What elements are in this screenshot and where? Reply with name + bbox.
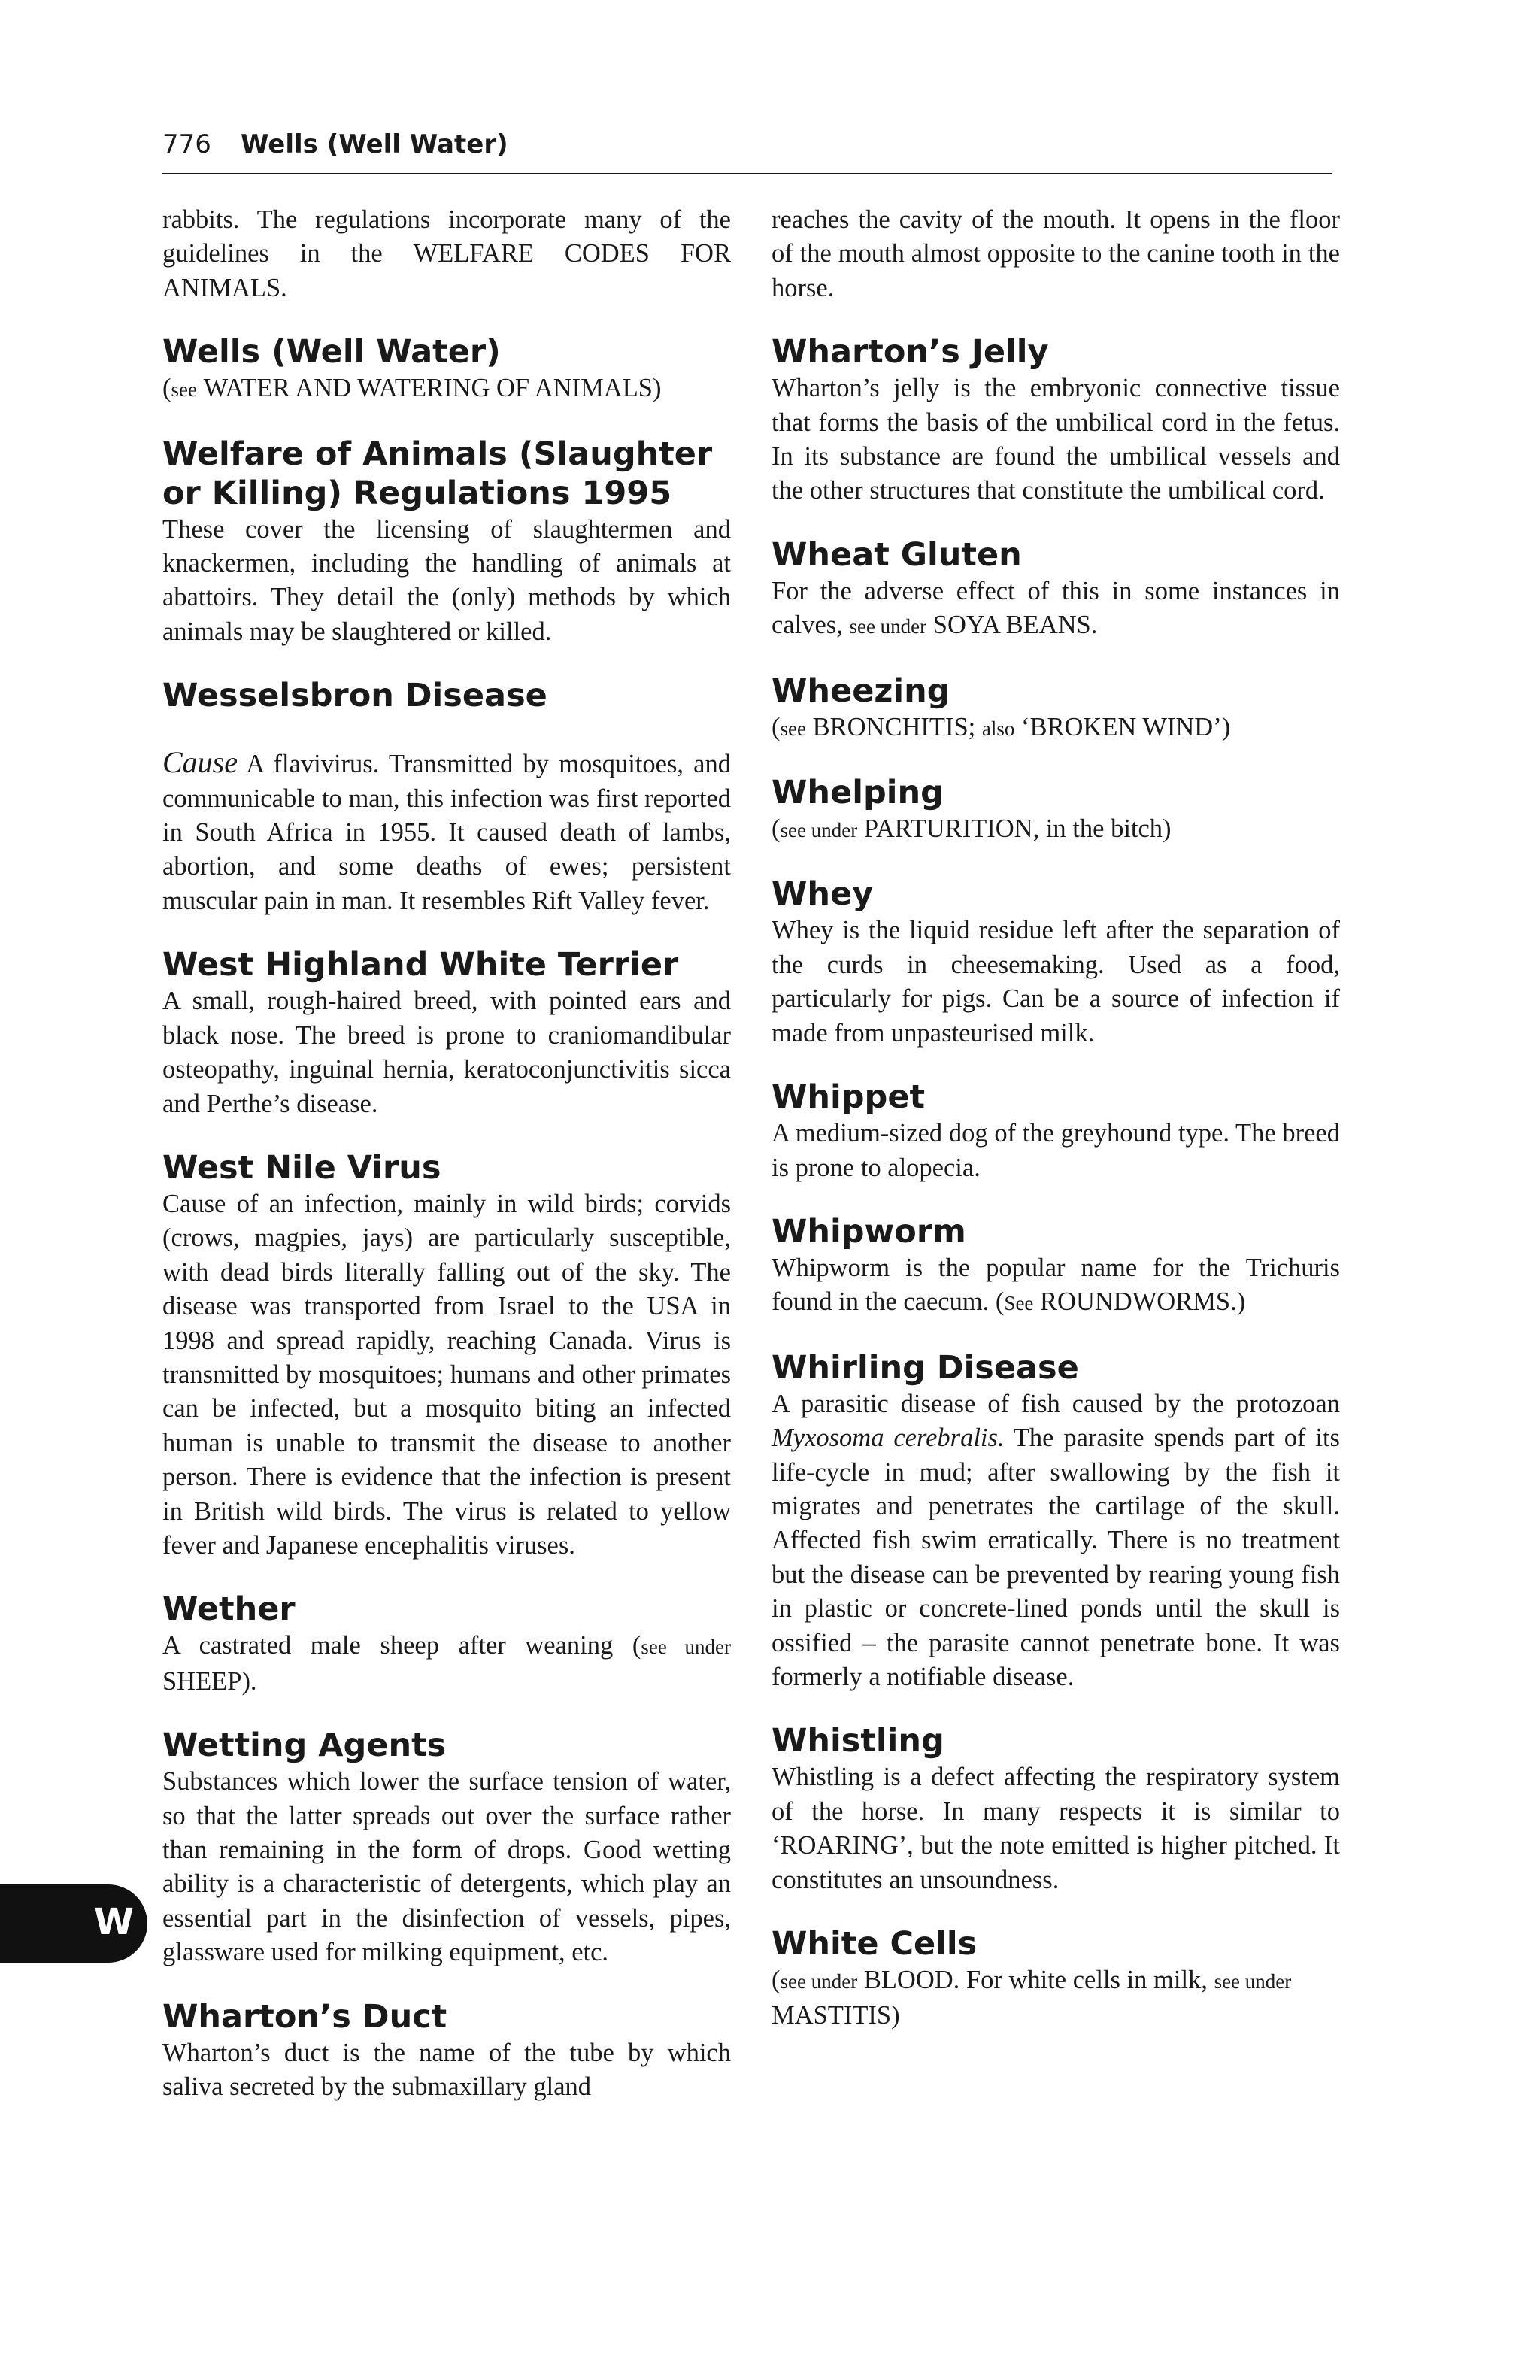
entry-wells (162, 332, 731, 407)
entry-body: A castrated male sheep after weaning (see under SHEEP). (162, 1631, 731, 1696)
entry-body: A small, rough-haired breed, with pointed ears and black nose. The breed is prone to craniomandibular osteopathy, inguinal hernia, keratoconjunctivitis sicca and Perthe’s disease. (162, 987, 731, 1118)
entry-west-nile-virus (162, 1148, 731, 1563)
entry-heading: Wetting Agents (162, 1727, 447, 1765)
entry-heading: Whipworm (772, 1212, 966, 1251)
entry-wesselsbron (162, 676, 731, 918)
page-number: 776 (162, 129, 211, 159)
cause-label: Cause (162, 745, 238, 780)
entry-body: Cause of an infection, mainly in wild birds; corvids (crows, magpies, jays) are particularly susceptible, with dead birds literally falling out of the sky. The disease was transported from Israel to the USA in 1998 and spread rapidly, reaching Canada. Virus is transmitted by mosquitoes; humans and other primates can be infected, but a mosquito biting an infected human is unable to transmit the disease to another person. There is evidence that the infection is present in British wild birds. The virus is related to yellow fever and Japanese encephalitis viruses. (162, 1189, 731, 1560)
entry-body: (see BRONCHITIS; also ‘BROKEN WIND’) (772, 712, 1231, 741)
entry-body: A parasitic disease of fish caused by the protozoan Myxosoma cerebralis. The parasite spends part of its life-cycle in mud; after swallowing by the fish it migrates and penetrates the cartilage of the skull. Affected fish swim erratically. There is no treatment but the disease can be prevented by rearing young fish in plastic or concrete-lined ponds until the skull is ossified – the parasite cannot penetrate bone. It was formerly a notifiable disease. (772, 1389, 1340, 1691)
thumb-index-tab (0, 1884, 147, 1963)
entry-whirling-disease (772, 1348, 1340, 1695)
entry-body: (see under PARTURITION, in the bitch) (772, 814, 1172, 844)
entry-heading: Wether (162, 1590, 296, 1629)
entry-heading: West Nile Virus (162, 1148, 441, 1187)
entry-body: (see WATER AND WATERING OF ANIMALS) (162, 374, 662, 403)
entry-whartons-duct (162, 1997, 731, 2105)
entry-whipworm (772, 1212, 1340, 1321)
entry-body: Wharton’s jelly is the embryonic connective tissue that forms the basis of the umbilical cord in the fetus. In its substance are found the umbilical vessels and the other structures that constitute the umbilical cord. (772, 374, 1340, 505)
entry-wheat-gluten (772, 535, 1340, 644)
entry-whelping (772, 773, 1340, 847)
entry-wetting-agents (162, 1726, 731, 1969)
species-name: Myxosoma cerebralis. (772, 1423, 1005, 1453)
entry-body: (see under BLOOD. For white cells in milk, see under MASTITIS) (772, 1966, 1292, 2030)
entry-body: Substances which lower the surface tension of water, so that the latter spreads out over the surface rather than remaining in the form of drops. Good wetting ability is a characteristic of detergents, which play an essential part in the disinfection of vessels, pipes, glassware used for milking equipment, etc. (162, 1767, 731, 1967)
entry-heading: Wharton’s Duct (162, 1997, 447, 2036)
running-title: Wells (Well Water) (241, 129, 508, 159)
entry-body: A medium-sized dog of the greyhound type. The breed is prone to alopecia. (772, 1119, 1340, 1182)
entry-whey (772, 875, 1340, 1051)
entry-whippet (772, 1078, 1340, 1185)
entry-body: These cover the licensing of slaughtermen and knackermen, including the handling of animals at abattoirs. They detail the (only) methods by which animals may be slaughtered or killed. (162, 514, 731, 646)
entry-heading: Wesselsbron Disease (162, 677, 547, 715)
entry-duct-continuation (772, 203, 1340, 305)
entry-heading: Whistling (772, 1722, 944, 1760)
entry-heading: Welfare of Animals (Slaughter or Killing) Regulations 1995 (162, 435, 713, 512)
entry-welfare-regulations (162, 435, 731, 650)
entry-body: Wharton’s duct is the name of the tube by which saliva secreted by the submaxillary gland (162, 2038, 731, 2102)
entry-heading: Whey (772, 875, 874, 914)
entry-body: Whey is the liquid residue left after the separation of the curds in cheesemaking. Used as a food, particularly for pigs. Can be a source of infection if made from unpasteurised milk. (772, 916, 1340, 1048)
entry-body: reaches the cavity of the mouth. It opens in the floor of the mouth almost opposite to the canine tooth in the horse. (772, 205, 1340, 302)
entry-body: rabbits. The regulations incorporate many of the guidelines in the WELFARE CODES FOR ANIMALS. (162, 205, 731, 302)
entry-heading: White Cells (772, 1925, 978, 1963)
entry-west-highland-terrier (162, 945, 731, 1121)
right-column (772, 203, 1340, 2033)
entry-heading: Wheat Gluten (772, 535, 1022, 574)
thumb-index-letter: W (94, 1901, 134, 1943)
entry-body: Whistling is a defect affecting the respiratory system of the horse. In many respects it is similar to ‘ROARING’, but the note emitted is higher pitched. It constitutes an unsoundness. (772, 1763, 1340, 1894)
entry-heading: Whelping (772, 774, 944, 812)
entry-heading: Whirling Disease (772, 1348, 1079, 1387)
running-header (162, 126, 1332, 174)
entry-body: Whipworm is the popular name for the Trichuris found in the caecum. (See ROUNDWORMS.) (772, 1253, 1340, 1317)
entry-whartons-jelly (772, 332, 1340, 508)
entry-heading: Wharton’s Jelly (772, 333, 1049, 371)
left-column (162, 203, 731, 2104)
entry-heading: Whippet (772, 1078, 926, 1117)
entry-white-cells (772, 1924, 1340, 2033)
entry-heading: Wells (Well Water) (162, 333, 501, 371)
entry-heading: Wheezing (772, 672, 950, 710)
entry-wheezing (772, 672, 1340, 746)
entry-body: For the adverse effect of this in some instances in calves, see under SOYA BEANS. (772, 576, 1340, 640)
entry-heading: West Highland White Terrier (162, 946, 679, 984)
entry-whistling (772, 1721, 1340, 1897)
entry-wether (162, 1590, 731, 1699)
entry-continuation (162, 203, 731, 305)
entry-body: Cause A flavivirus. Transmitted by mosquitoes, and communicable to man, this infection was first reported in South Africa in 1955. It caused death of lambs, abortion, and some deaths of ewes; persistent muscular pain in man. It resembles Rift Valley fever. (162, 745, 731, 915)
